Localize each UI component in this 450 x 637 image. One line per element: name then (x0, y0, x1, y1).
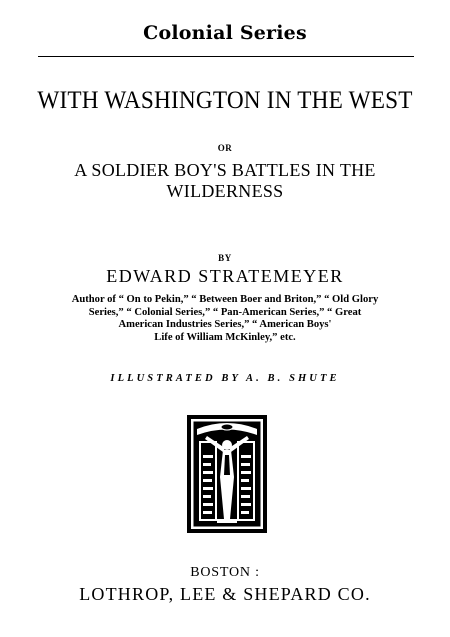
publisher-device-icon (187, 415, 267, 533)
by-label: BY (218, 253, 232, 263)
series-title: Colonial Series (143, 22, 307, 44)
author-name: EDWARD STRATEMEYER (106, 266, 344, 286)
book-subtitle (0, 160, 450, 202)
book-title: WITH WASHINGTON IN THE WEST (37, 87, 413, 114)
credit-line: Series,” “ Colonial Series,” “ Pan-American Series,” “ Great (88, 306, 362, 318)
imprint-place: BOSTON : (190, 565, 260, 580)
title-or: OR (217, 143, 233, 153)
credit-line: American Industries Series,” “ American Boys' (118, 319, 332, 330)
credit-line: Life of William McKinley,” etc. (154, 331, 296, 343)
subtitle-line: WILDERNESS (166, 181, 284, 201)
credit-line: Author of “ On to Pekin,” “ Between Boer and Briton,” “ Old Glory (71, 294, 379, 305)
header-rule (38, 56, 414, 57)
publisher-name: LOTHROP, LEE & SHEPARD CO. (79, 584, 371, 604)
subtitle-line: A SOLDIER BOY'S BATTLES IN THE (74, 160, 376, 180)
illustrator-credit: ILLUSTRATED BY A. B. SHUTE (110, 373, 340, 384)
author-credits (0, 294, 450, 344)
